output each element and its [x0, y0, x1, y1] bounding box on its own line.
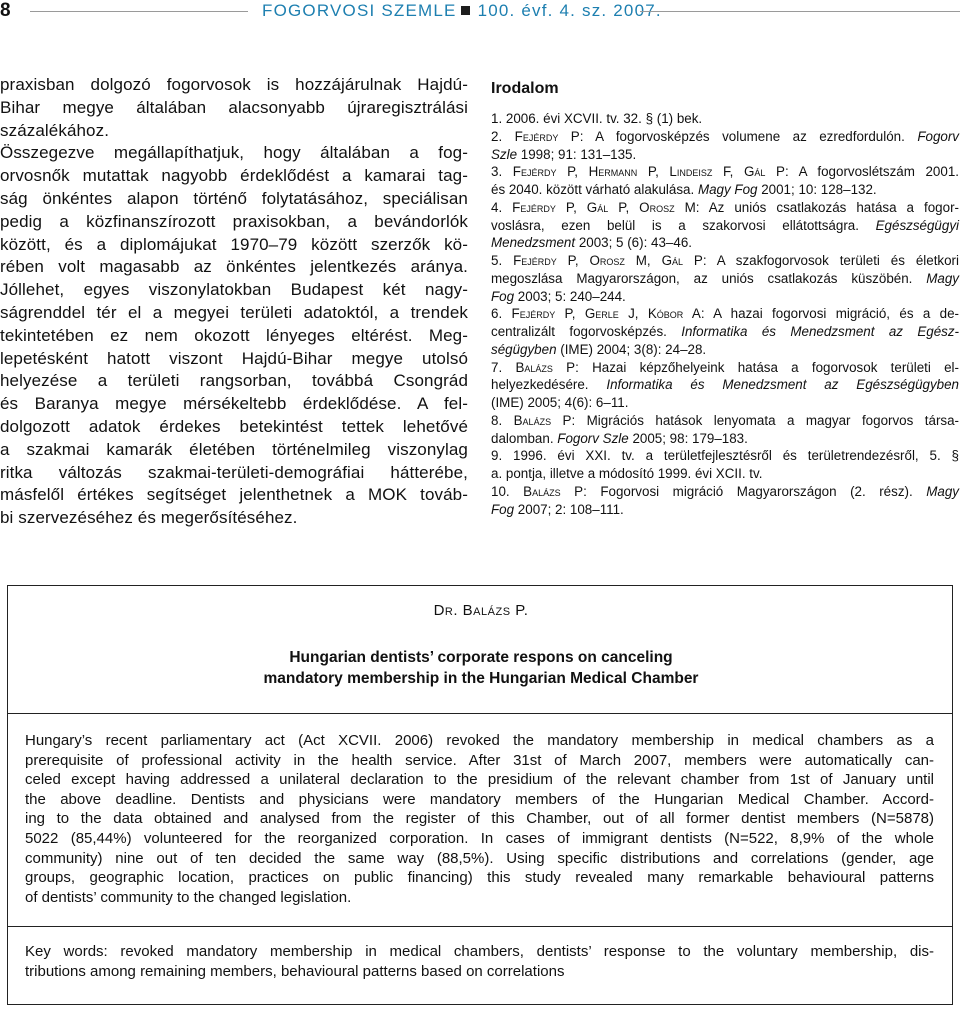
reference-text: 2001; 10: 128–132. — [757, 182, 877, 197]
body-text-line: között, és a diplomájukat 1970–79 között szerzők kö- — [0, 234, 468, 254]
author-name: Gerle — [584, 306, 619, 322]
running-header — [0, 0, 960, 30]
body-text-line: tekintetében ez nem okozott lényeges eltérést. Meg- — [0, 325, 468, 345]
reference-text: 5. — [491, 253, 514, 268]
abstract-title — [8, 647, 954, 689]
reference-item — [491, 110, 959, 128]
reference-text: dalomban. — [491, 430, 558, 446]
author-name: Fejérdy — [512, 164, 557, 180]
author-name: Balázs — [523, 483, 561, 499]
reference-text: P: A szakfogorvosok területi és életkori — [683, 253, 959, 268]
reference-text: 2005; 98: 179–183. — [628, 430, 748, 446]
reference-text: M, — [624, 253, 662, 268]
reference-text: P: A fogorvoslétszám 2001. — [765, 164, 959, 180]
reference-line — [491, 323, 959, 341]
journal-citation: Magy — [926, 270, 959, 286]
body-text-line: lepetésként hatott viszont Hajdú-Bihar megye utolsó — [0, 348, 468, 368]
reference-text: 4. — [491, 199, 513, 215]
reference-text: P, — [556, 253, 590, 268]
journal-citation: Fogorv — [917, 128, 959, 144]
body-text-line: és Baranya megye mérsékeltebb érdeklődése. A fel- — [0, 394, 468, 414]
reference-text: és 2040. között várható alakulása. — [491, 182, 698, 197]
reference-item — [491, 359, 959, 412]
abstract-line: 5022 (85,44%) volunteered for the reorganized corporation. In cases of immigrant dentists (N=522, 8,9% of the whole — [25, 829, 934, 847]
journal-citation: Fog — [491, 501, 515, 517]
author-name: Balázs — [513, 412, 552, 428]
keywords-divider — [8, 926, 952, 927]
author-name: Fejérdy — [513, 253, 557, 268]
reference-item — [491, 305, 959, 358]
body-text-line: helyezése a területi rangsorban, továbbá Csongrád — [0, 371, 468, 391]
abstract-keywords — [25, 942, 934, 982]
abstract-line: community) nine out of ten decided the same way (88,5%). Using specific distributions and correlations (gender, age — [25, 849, 934, 867]
journal-citation: Magy — [926, 483, 959, 499]
reference-text: P, — [555, 306, 585, 322]
journal-title — [262, 1, 662, 21]
author-name: Fejérdy — [514, 128, 559, 144]
author-name: Hermann — [588, 164, 638, 180]
body-text-line: másfelől értékes segítséget jelenthetnek a MOK továb- — [0, 485, 468, 505]
body-text-line: ságrenddel tér el a megyei területi adatoktól, a trendek — [0, 302, 468, 322]
header-rule-left — [30, 11, 248, 12]
reference-text: P: Hazai képzőhelyeink hatása a fogorvosok területi el- — [552, 359, 959, 375]
reference-line — [491, 181, 959, 199]
reference-line — [491, 412, 959, 430]
reference-text: P, — [608, 199, 640, 215]
journal-citation: Informatika és Menedzsment az Egészségügyben — [606, 377, 959, 393]
reference-text: 9. 1996. évi XXI. tv. a területfejlesztésről és területrendezésről, 5. § — [491, 448, 959, 464]
reference-text: a. pontja, illetve a módosító 1999. évi XCII. tv. — [491, 466, 763, 481]
body-text-line: Összegezve megállapíthatjuk, hogy általában a fog- — [0, 143, 468, 163]
references-heading: Irodalom — [491, 80, 559, 97]
reference-text: 2003; 5: 240–244. — [514, 288, 626, 304]
reference-item — [491, 252, 959, 305]
reference-line — [491, 234, 959, 252]
reference-line — [491, 288, 959, 306]
reference-line — [491, 128, 959, 146]
reference-text: F, — [712, 164, 745, 180]
abstract-line: ing to the data obtained and analysed from the register of this Chamber, out of all former dentist members (N=5878) — [25, 810, 934, 828]
reference-line — [491, 447, 959, 465]
abstract-line: the above deadline. Dentists and physicians were mandatory members of the Hungarian Medical Chamber. Accord- — [25, 790, 934, 808]
journal-issue: 100. évf. 4. sz. 2007. — [477, 1, 662, 20]
body-text-line: rében volt magasabb az önkéntes jelentkezés aránya. — [0, 257, 468, 277]
reference-text: P: Fogorvosi migráció Magyarországon (2. rész). — [560, 483, 927, 499]
author-name: Orosz — [639, 199, 675, 215]
reference-text: 2. — [491, 128, 515, 144]
reference-item — [491, 483, 959, 519]
reference-text: P, — [555, 199, 587, 215]
reference-line — [491, 199, 959, 217]
reference-line — [491, 465, 959, 483]
reference-text: 7. — [491, 359, 516, 375]
keywords-line: Key words: revoked mandatory membership in medical chambers, dentists’ response to the voluntary membership, dis- — [25, 943, 934, 960]
reference-text: megoszlása Magyarországon, az uniós csatlakozás küszöbén. — [491, 270, 927, 286]
reference-line — [491, 430, 959, 448]
journal-citation: ségügyben — [491, 341, 557, 357]
reference-line — [491, 376, 959, 394]
reference-line — [491, 501, 959, 519]
reference-line — [491, 252, 959, 270]
body-text-line: Bihar megye általában alacsonyabb újraregisztrálási — [0, 97, 468, 117]
journal-citation: Fogorv Szle — [557, 430, 629, 446]
reference-list — [491, 110, 959, 518]
reference-item — [491, 447, 959, 483]
author-name: Lindeisz — [669, 164, 713, 180]
reference-text: 2007; 2: 108–111. — [514, 501, 624, 517]
author-name: Gál — [586, 199, 609, 215]
abstract-title-line: mandatory membership in the Hungarian Medical Chamber — [263, 670, 699, 687]
body-text-line: a szakmai kamarák életében történelmileg viszonylag — [0, 439, 468, 459]
reference-text: voslásra, ezen belül is a szakorvosi ellátottságra. — [491, 217, 876, 233]
abstract-line: celed except having addressed a unilateral declaration to the presidium of the relevant chamber from 1st of January until — [25, 771, 934, 789]
article-body — [0, 74, 468, 530]
author-name: Gál — [744, 164, 766, 180]
reference-text: P, — [637, 164, 670, 180]
reference-text: 2003; 5 (6): 43–46. — [575, 235, 692, 251]
reference-text: P: Migrációs hatások lenyomata a magyar fogorvos társa- — [551, 412, 960, 428]
body-text-line: ritka változás szakmai-területi-demográfiai hátterébe, — [0, 462, 468, 482]
reference-line — [491, 341, 959, 359]
abstract-author: Dr. Balázs P. — [433, 602, 529, 619]
reference-text: P: A fogorvosképzés volumene az ezredfordulón. — [558, 128, 918, 144]
journal-citation: Fog — [491, 288, 515, 304]
reference-text: J, — [618, 306, 648, 322]
journal-citation: Magy Fog — [697, 182, 758, 197]
reference-text: helyezkedésére. — [491, 377, 607, 393]
reference-text: (IME) 2005; 4(6): 6–11. — [491, 395, 629, 410]
body-text-line: Jóllehet, egyes viszonylatokban Budapest két nagy- — [0, 280, 468, 300]
reference-line — [491, 305, 959, 323]
body-text-line: bi szervezéséhez és megerősítéséhez. — [0, 508, 298, 528]
abstract-line: of dentists’ community to the changed legislation. — [25, 888, 352, 906]
reference-text: A: A hazai fogorvosi migráció, és a de- — [683, 306, 959, 322]
reference-line — [491, 394, 959, 412]
reference-text: 3. — [491, 164, 513, 180]
english-abstract-box — [7, 585, 953, 1005]
reference-line — [491, 110, 959, 128]
reference-line — [491, 163, 959, 181]
keywords-line: tributions among remaining members, behavioural patterns based on correlations — [25, 963, 565, 980]
reference-line — [491, 483, 959, 501]
reference-item — [491, 163, 959, 199]
journal-citation: Menedzsment — [491, 235, 576, 251]
body-text-line: százalékához. — [0, 120, 110, 140]
header-rule-right — [640, 11, 960, 12]
body-text-line: praxisban dolgozó fogorvosok is hozzájárulnak Hajdú- — [0, 75, 468, 94]
author-name: Fejérdy — [511, 306, 556, 322]
reference-text: 6. — [491, 306, 512, 322]
reference-item — [491, 412, 959, 448]
reference-text: M: Az uniós csatlakozás hatása a fogor- — [674, 199, 959, 215]
reference-line — [491, 359, 959, 377]
abstract-line: prerequisite of professional activity in the health service. After 31st of March 2007, members were automatically can- — [25, 751, 934, 769]
author-name: Balázs — [515, 359, 553, 375]
separator-square-icon — [461, 6, 470, 15]
page-number: 8 — [0, 0, 11, 21]
body-text-line: dolgozott adatok érdekes betekintést tettek lehetővé — [0, 416, 468, 436]
reference-line — [491, 270, 959, 288]
author-name: Orosz — [589, 253, 625, 268]
author-name: Kóbor — [647, 306, 684, 322]
author-name: Fejérdy — [512, 199, 556, 215]
references-section — [491, 79, 959, 518]
author-name: Gál — [661, 253, 683, 268]
reference-text: (IME) 2004; 3(8): 24–28. — [556, 341, 707, 357]
reference-text: 1998; 91: 131–135. — [517, 146, 637, 162]
reference-text: 1. 2006. évi XCVII. tv. 32. § (1) bek. — [491, 111, 703, 126]
abstract-divider — [8, 713, 952, 714]
journal-citation: Egészségügyi — [875, 217, 959, 233]
journal-name: FOGORVOSI SZEMLE — [262, 1, 457, 20]
body-text-line: ság önkéntes alapon történő folytatásához, speciálisan — [0, 188, 468, 208]
reference-line — [491, 217, 959, 235]
body-text-line: orvosnők mutattak nagyobb érdeklődést a kamarai tag- — [0, 166, 468, 186]
reference-text: P, — [556, 164, 589, 180]
body-text-line: pedig a közfinanszírozott praxisokban, a bevándorlók — [0, 211, 468, 231]
journal-citation: Szle — [491, 146, 518, 162]
reference-text: centralizált fogorvosképzés. — [491, 324, 682, 339]
reference-line — [491, 146, 959, 164]
abstract-line: groups, geographic location, practices on public financing) this study revealed many remarkable behavioural patterns — [25, 869, 934, 887]
abstract-line: Hungary’s recent parliamentary act (Act XCVII. 2006) revoked the mandatory membership in medical chambers as a — [25, 732, 934, 749]
reference-item — [491, 199, 959, 252]
abstract-title-line: Hungarian dentists’ corporate respons on canceling — [289, 649, 673, 666]
reference-text: 10. — [491, 483, 524, 499]
journal-citation: Informatika és Menedzsment az Egész- — [681, 324, 960, 339]
reference-item — [491, 128, 959, 164]
abstract-body — [25, 731, 934, 907]
reference-text: 8. — [491, 412, 514, 428]
